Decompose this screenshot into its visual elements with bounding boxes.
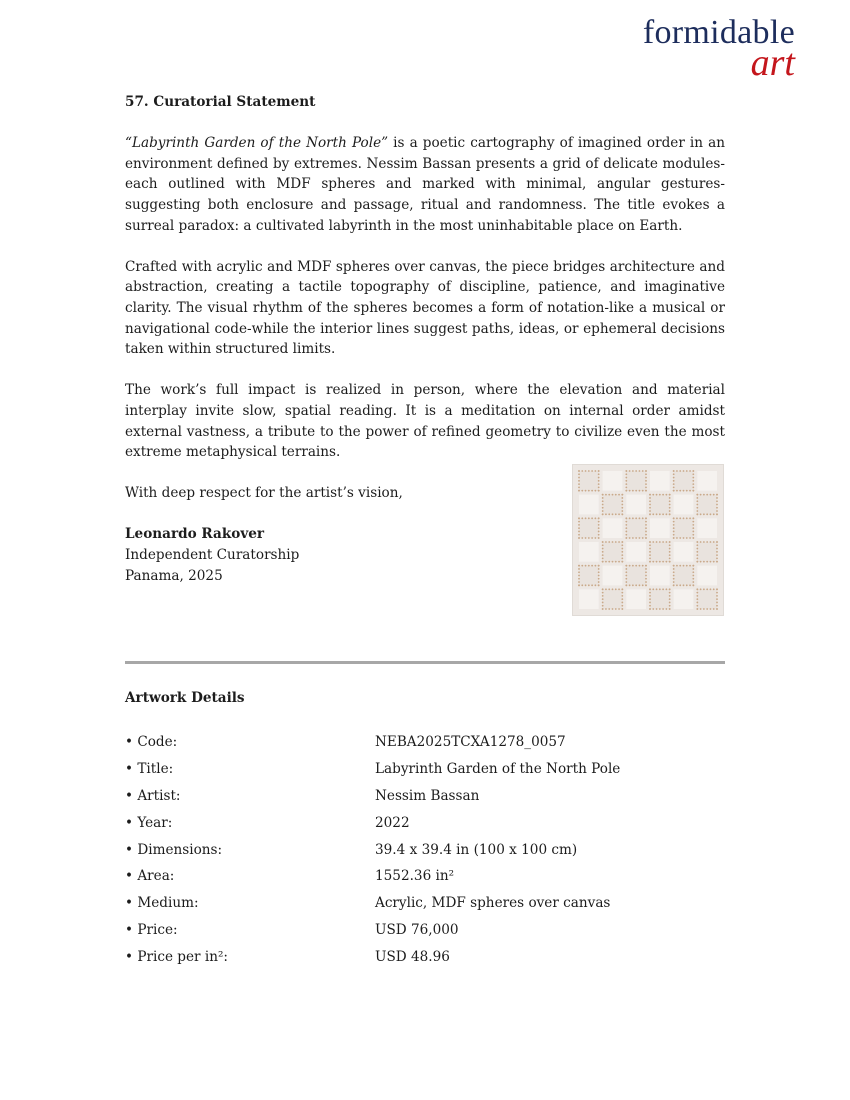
detail-row-medium bbox=[125, 893, 725, 920]
detail-value: Labyrinth Garden of the North Pole bbox=[375, 760, 621, 777]
detail-value: USD 48.96 bbox=[375, 949, 450, 966]
artwork-image bbox=[572, 464, 724, 616]
detail-label: • Artist: bbox=[125, 787, 181, 804]
signer-role: Independent Curatorship bbox=[125, 547, 300, 564]
detail-row-code bbox=[125, 732, 725, 759]
signer-name: Leonardo Rakover bbox=[125, 526, 265, 543]
detail-label: • Area: bbox=[125, 868, 175, 885]
section-divider bbox=[125, 661, 725, 664]
statement-paragraph-1 bbox=[125, 133, 725, 236]
detail-row-artist bbox=[125, 786, 725, 813]
detail-value: 1552.36 in² bbox=[375, 868, 455, 885]
artwork-title-quote: “Labyrinth Garden of the North Pole” bbox=[125, 135, 389, 152]
detail-value: USD 76,000 bbox=[375, 922, 459, 939]
detail-value: 39.4 x 39.4 in (100 x 100 cm) bbox=[375, 841, 578, 858]
statement-paragraph-1-text: is a poetic cartography of imagined order in an environment defined by extremes. Nessim Bassan presents a grid of delicate modules-each outlined with MDF spheres and marked with minimal, angular gestures-suggesting both enclosure and passage, ritual and randomness. The title evokes a surreal paradox: a cultivated labyrinth in the most uninhabitable place on Earth. bbox=[125, 135, 725, 234]
detail-row-year bbox=[125, 813, 725, 840]
detail-label: • Price per in²: bbox=[125, 949, 229, 966]
detail-label: • Dimensions: bbox=[125, 841, 223, 858]
detail-value: Nessim Bassan bbox=[375, 787, 480, 804]
detail-row-price bbox=[125, 920, 725, 947]
detail-row-price-per-area bbox=[125, 947, 725, 974]
detail-label: • Code: bbox=[125, 734, 178, 750]
detail-row-dimensions bbox=[125, 840, 725, 867]
detail-label: • Medium: bbox=[125, 895, 199, 912]
statement-heading: 57. Curatorial Statement bbox=[125, 94, 316, 110]
detail-row-title bbox=[125, 759, 725, 786]
artwork-details-list bbox=[125, 732, 725, 974]
detail-value: NEBA2025TCXA1278_0057 bbox=[375, 734, 566, 750]
logo-word-art: art bbox=[750, 42, 795, 84]
signer-place: Panama, 2025 bbox=[125, 567, 223, 584]
detail-label: • Price: bbox=[125, 922, 178, 939]
detail-value: 2022 bbox=[375, 814, 410, 831]
detail-row-area bbox=[125, 866, 725, 893]
statement-paragraph-3: The work’s full impact is realized in person, where the elevation and material interplay invite slow, spatial reading. It is a meditation on internal order amidst external vastness, a tribute to the power of refined geometry to civilize even the most extreme metaphysical terrains. bbox=[125, 382, 725, 461]
statement-paragraph-2: Crafted with acrylic and MDF spheres over canvas, the piece bridges architecture and abstraction, creating a tactile topography of discipline, patience, and imaginative clarity. The visual rhythm of the spheres becomes a form of notation-like a musical or navigational code-while the interior lines suggest paths, ideas, or ephemeral decisions taken within structured limits. bbox=[125, 258, 725, 358]
detail-label: • Title: bbox=[125, 760, 174, 777]
details-heading: Artwork Details bbox=[125, 690, 245, 706]
closing-line: With deep respect for the artist’s vision, bbox=[125, 485, 403, 502]
formidable-art-logo bbox=[643, 16, 795, 82]
detail-label: • Year: bbox=[125, 814, 173, 831]
logo-word-formidable: formidable bbox=[642, 14, 795, 51]
artwork-thumbnail bbox=[573, 465, 723, 615]
detail-value: Acrylic, MDF spheres over canvas bbox=[375, 895, 611, 912]
